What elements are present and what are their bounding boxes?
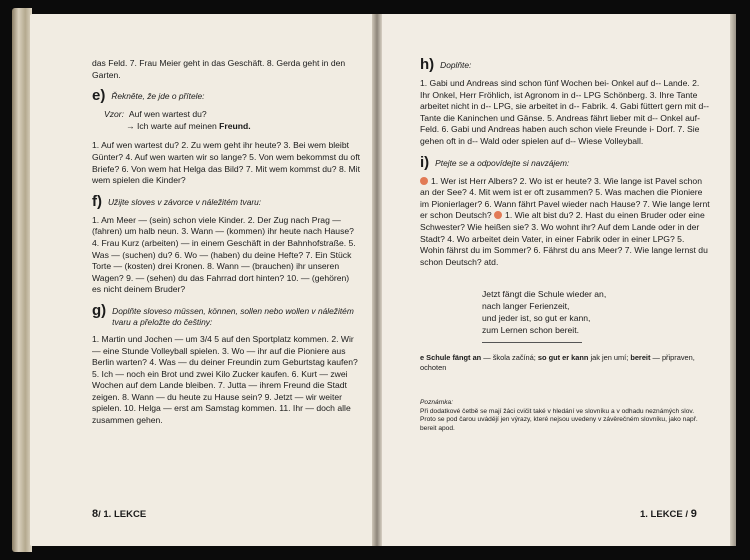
exercise-h	[420, 58, 710, 148]
book-edge-right	[730, 14, 736, 546]
exercise-text: 1. Am Meer — (sein) schon viele Kinder. 2. Der Zug nach Prag — (fahren) um halb neun. 3. Wann — (kommen) ihr heute nach Hause? 4. Frau Kurz (arbeiten) — in einem Geschäft in der Bahnhofstraße. 5. Was — (suchen) du? 6. Wo — (haben) du deine Hefte? 7. Ein Stück Torte — (kosten) drei Kronen. 8. Wann — (brauchen) ihr unseren Wagen? 9. — (sehen) du das Fahrrad dort hinten? 10. — (gehören) es nicht deinem Bruder?	[92, 214, 356, 295]
lesson-label: / 1. LEKCE	[98, 509, 147, 520]
page-footer-right	[640, 508, 697, 520]
example-answer: → Ich warte auf meinen	[126, 120, 220, 131]
exercise-e	[92, 89, 360, 187]
exercise-i	[420, 153, 710, 269]
vocabulary-note	[420, 353, 710, 373]
exercise-text: 1. Gabi und Andreas sind schon fünf Wochen bei- Onkel auf d-- Lande. 2. Ihr Onkel, Herr Fröhlich, ist Agronom in d-- LPG Schönberg. 3. Ihre Tante arbeitet nicht in d-- LPG, sie arbeitet in d-- Fabrik. 4. Gabi füttert gern mit d-- Tante die Kaninchen und Gänse. 5. Andreas fährt lieber mit d-- Onkel auf- Feld. 6. Gabi und Andreas haben auch schon viele Freunde i- Dorf. 7. Sie gehen oft in d-- Wald oder spielen auf d-- Wiese Volleyball.	[420, 78, 709, 146]
poem-line: Jetzt fängt die Schule wieder an,	[482, 289, 607, 300]
exercise-instruction: Doplňte sloveso müssen, können, sollen nebo wollen v náležitém tvaru a přeložte do češtiny:	[112, 305, 354, 327]
exercise-letter: e)	[92, 87, 106, 105]
vocab-def: jak jen umí;	[588, 353, 631, 363]
exercise-instruction: Řekněte, že jde o přítele:	[111, 91, 205, 102]
lesson-label: 1. LEKCE /	[640, 509, 691, 520]
exercise-instruction: Užijte sloves v závorce v náležitém tvaru:	[108, 196, 262, 207]
right-page-content	[420, 58, 710, 433]
page-number: 9	[690, 508, 697, 520]
poem	[482, 288, 710, 336]
footnote	[420, 399, 710, 433]
poem-line: nach langer Ferienzeit,	[482, 301, 570, 312]
vocab-term: so gut er kann	[537, 353, 589, 363]
divider	[482, 342, 582, 343]
book-gutter	[372, 14, 382, 546]
example-label: Vzor:	[104, 109, 125, 120]
exercise-letter: h)	[420, 56, 435, 73]
vocab-term: bereit	[630, 353, 651, 363]
exercise-g	[92, 301, 360, 427]
exercise-instruction: Ptejte se a odpovídejte si navzájem:	[435, 157, 570, 168]
exercise-letter: g)	[92, 301, 107, 319]
vocab-def: — připraven, ochoten	[420, 353, 695, 373]
example-answer-bold: Freund.	[219, 120, 251, 131]
exercise-text	[420, 176, 710, 269]
vocab-term: e Schule fängt an	[420, 353, 482, 363]
intro-text: das Feld. 7. Frau Meier geht in das Geschäft. 8. Gerda geht in den Garten.	[92, 58, 346, 80]
exercise-letter: f)	[92, 192, 102, 210]
poem-line: und jeder ist, so gut er kann,	[482, 313, 591, 324]
question-set-1: 1. Wer ist Herr Albers? 2. Wo ist er heute? 3. Wie lange ist Pavel schon an der See? 4. Mit wem ist er oft zusammen? 5. Was machen die Pioniere im Pionierlager? 6. Wann fährt Pavel wieder nach Hause? 7. Wie lange lernt er schon Deutsch?	[420, 175, 710, 221]
page-footer-left	[92, 508, 146, 520]
poem-line: zum Lernen schon bereit.	[482, 325, 579, 336]
exercise-f	[92, 192, 360, 296]
exercise-text: 1. Martin und Jochen — um 3/4 5 auf den Sportplatz kommen. 2. Wir — eine Stunde Volleyball spielen. 3. Wo — ihr auf die Pioniere aus Berlin warten? 4. Was — du deiner Freundin zum Geburtstag kaufen? 5. Ich — noch ein Brot und zwei Kilo Zucker kaufen. 6. Kurt — zwei Wochen auf dem Lande bleiben. 7. Jutta — ihrem Freund die Stadt zeigen. 8. Wann — du heute zu Hause sein? 9. Jetzt — wir weiter spielen. 10. Helga — erst am Samstag kommen. 11. Ihr — doch alle zusammen gehen.	[92, 333, 358, 426]
book-edge-left	[12, 8, 32, 552]
example-block	[104, 109, 360, 132]
exercise-letter: i)	[420, 153, 430, 171]
vocab-def: — škola začíná;	[481, 353, 538, 363]
bullet-icon	[494, 211, 502, 219]
page-number: 8	[92, 508, 99, 520]
example-question: Auf wen wartest du?	[128, 109, 207, 120]
question-set-2: 1. Wie alt bist du? 2. Hast du einen Bruder oder eine Schwester? Wie heißen sie? 3. Wo wohnt ihr? Auf dem Lande oder in der Stadt? 4. Wo arbeitet dein Vater, in einer Fabrik oder in einer LPG? 5. Wohin fährst du im Sommer? 6. Fährst du ans Meer? 7. Wie lange lernst du schon Deutsch? atd.	[420, 210, 708, 267]
exercise-instruction: Doplňte:	[440, 60, 472, 70]
footnote-title: Poznámka:	[420, 399, 453, 407]
footnote-text: Při dodatkové četbě se mají žáci cvičit také v hledání ve slovníku a v odhadu neznámých slov. Proto se pod čarou uvádějí jen výrazy, které nejsou uvedeny v závěrečném slovníku, jako např. bereit apod.	[420, 407, 698, 432]
exercise-text: 1. Auf wen wartest du? 2. Zu wem geht ihr heute? 3. Bei wem bleibt Günter? 4. Auf wen warten wir so lange? 5. Von wem bekommst du oft Briefe? 6. Von wem hat Helga das Bild? 7. Mit wem kommst du? 8. Mit wem spielen die Kinder?	[92, 140, 360, 186]
bullet-icon	[420, 177, 428, 185]
left-page-content	[92, 58, 360, 427]
